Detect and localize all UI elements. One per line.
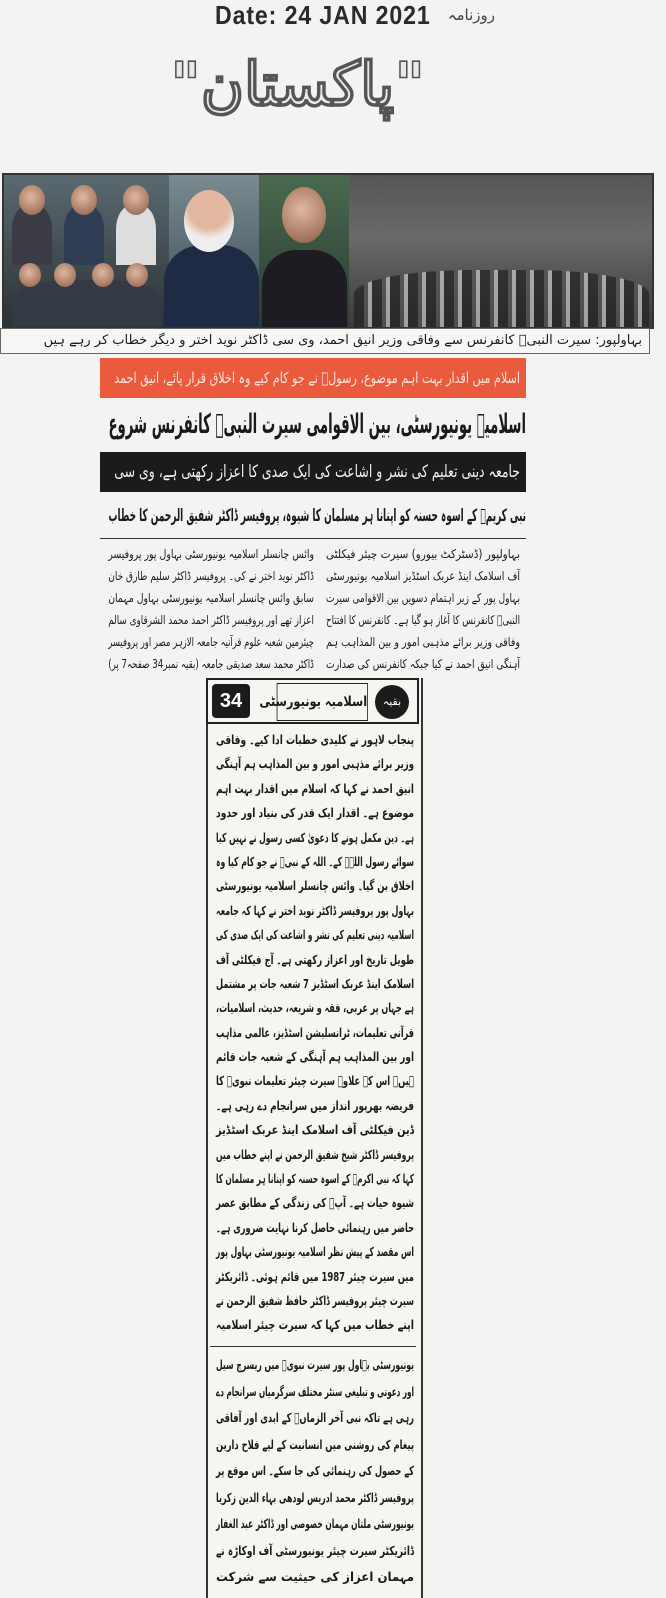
text-line: ڈائریکٹر سیرت چیئر یونیورسٹی آف اوکاڑہ نے bbox=[216, 1542, 414, 1558]
text-line: یونیورسٹی ملتان مہمان خصوصی اور ڈاکٹر عبد الغفار bbox=[216, 1516, 414, 1531]
article-column-left bbox=[104, 543, 314, 675]
text-line: ہے جہاں پر عربی، فقہ و شریعہ، حدیث، اسلامیات، bbox=[216, 1000, 414, 1016]
red-kicker-text: اسلام میں اقدار بہت اہم موضوع، رسولؐ نے جو کام کیے وہ اخلاق قرار پائے، انیق احمد bbox=[114, 369, 520, 387]
text-line: اسلامک اینڈ عربک اسٹڈیز 7 شعبہ جات پر مشتمل bbox=[216, 975, 414, 991]
main-headline: اسلامیہ یونیورسٹی، بین الاقوامی سیرت النبیؐ کانفرنس شروع bbox=[108, 409, 527, 440]
text-line: وائس چانسلر اسلامیہ یونیورسٹی بہاول پور پروفیسر bbox=[108, 547, 314, 561]
text-line: چیئرمین شعبہ علوم قرآنیہ جامعہ الازہر مصر اور پروفیسر bbox=[108, 635, 314, 649]
text-line: پروفیسر ڈاکٹر شیخ شفیق الرحمن نے اپنے خطاب میں bbox=[216, 1146, 414, 1162]
subheadline: نبی کریمؐ کے اسوہ حسنہ کو اپنانا ہر مسلمان کا شیوہ، پروفیسر ڈاکٹر شفیق الرحمن کا خطاب bbox=[108, 506, 526, 526]
news-photo bbox=[2, 173, 654, 329]
text-line: فریضہ بھرپور انداز میں سرانجام دے رہی ہے۔ bbox=[216, 1097, 414, 1113]
text-line: شیوہ حیات ہے۔ آپؐ کی زندگی کے مطابق عصر bbox=[216, 1195, 414, 1211]
text-line: ہے۔ دین مکمل ہونے کا دعویٰ کسی رسول نے نہیں کیا bbox=[216, 829, 414, 845]
text-line: ہیں۔ اس کے علاوہ سیرت چیئر تعلیمات نبویؐ کا bbox=[216, 1073, 414, 1089]
newspaper-masthead: "پاکستان" bbox=[170, 50, 425, 120]
text-line: آف اسلامک اینڈ عربک اسٹڈیز اسلامیہ یونیورسٹی bbox=[325, 569, 520, 583]
text-line: اور بین المذاہب ہم آہنگی کے شعبہ جات قائم bbox=[216, 1049, 414, 1065]
text-line: اخلاق بن گیا۔ وائس چانسلر اسلامیہ یونیورسٹی bbox=[216, 878, 414, 894]
text-line: سوائے رسول اللہؐ کے۔ اللہ کے نبیؐ نے جو کام کیا وہ bbox=[216, 853, 414, 869]
text-line: یونیورسٹی بہاول پور سیرت نبویؐ میں ریسرچ سیل bbox=[216, 1357, 414, 1372]
continuation-title: اسلامیہ یونیورسٹی bbox=[277, 683, 368, 721]
text-line: کہا کہ نبی اکرمؐ کے اسوہ حسنہ کو اپنانا ہر مسلمان کا bbox=[216, 1171, 414, 1187]
text-line: وزیر برائے مذہبی امور و بین المذاہب ہم آہنگی bbox=[216, 756, 414, 772]
text-line: بہاول پور پروفیسر ڈاکٹر نوید اختر نے کہا کہ جامعہ bbox=[216, 902, 414, 918]
photo-caption: بہاولپور: سیرت النبیؐ کانفرنس سے وفاقی وزیر انیق احمد، وی سی ڈاکٹر نوید اختر و دیگر خطاب کر رہے ہیں bbox=[43, 333, 642, 348]
text-line: پیغام کی روشنی میں انسانیت کے لیے فلاح دارین bbox=[216, 1436, 414, 1452]
text-line: طویل تاریخ اور اعزاز رکھتی ہے۔ آج فیکلٹی آف bbox=[216, 951, 414, 967]
text-line: بہاول پور کے زیر اہتمام دسویں بین الاقوامی سیرت bbox=[325, 591, 520, 605]
continuation-header bbox=[206, 678, 419, 724]
text-line: ڈاکٹر نوید اختر نے کی۔ پروفیسر ڈاکٹر سلیم طارق خان bbox=[108, 569, 314, 583]
text-line: اپنے خطاب میں کہا کہ سیرت چیئر اسلامیہ bbox=[216, 1317, 414, 1333]
text-line: اور دعوتی و تبلیغی سنٹر مختلف سرگرمیاں سرانجام دے bbox=[216, 1383, 414, 1399]
text-line: پروفیسر ڈاکٹر محمد ادریس لودھی بہاء الدین زکریا bbox=[216, 1489, 414, 1505]
article-column-right bbox=[322, 543, 520, 675]
text-line: اعزاز تھے اور پروفیسر ڈاکٹر احمد محمد الشرقاوی سالم bbox=[108, 613, 315, 627]
continuation-text-part2 bbox=[212, 1352, 414, 1591]
text-line: اس مقصد کے پیش نظر اسلامیہ یونیورسٹی بہاول پور bbox=[216, 1244, 414, 1260]
text-line: رہی ہے تاکہ نبی آخر الزماںؐ کے ابدی اور آفاقی bbox=[216, 1410, 414, 1425]
text-line: پنجاب لاہور نے کلیدی خطبات ادا کیے۔ وفاقی bbox=[216, 732, 414, 747]
text-line: اسلامیہ دینی تعلیم کی نشر و اشاعت کی ایک صدی کی bbox=[216, 927, 414, 943]
divider bbox=[210, 1346, 416, 1347]
continuation-number-badge: 34 bbox=[212, 684, 250, 718]
text-line: مہمان اعزاز کی حیثیت سے شرکت bbox=[216, 1569, 414, 1584]
text-line: سیرت چیئر پروفیسر ڈاکٹر حافظ شفیق الرحمن نے bbox=[216, 1292, 414, 1308]
text-line: آہنگی انیق احمد نے کیا جبکہ کانفرنس کی صدارت bbox=[325, 657, 520, 671]
text-line: سابق وائس چانسلر اسلامیہ یونیورسٹی بہاول مہمان bbox=[108, 591, 314, 605]
text-line: میں سیرت چیئر 1987 میں قائم ہوئی۔ ڈائریکٹر bbox=[216, 1268, 414, 1284]
continuation-text-part1 bbox=[212, 728, 414, 1338]
text-line: بہاولپور (ڈسٹرکٹ بیورو) سیرت چیئر فیکلٹی bbox=[325, 547, 520, 561]
baqiya-logo-icon: بقیہ bbox=[375, 685, 409, 719]
text-line: ڈین فیکلٹی آف اسلامک اینڈ عربک اسٹڈیز bbox=[216, 1122, 414, 1138]
text-line: النبیؐ کانفرنس کا آغاز ہو گیا ہے۔ کانفرنس کا افتتاح bbox=[325, 613, 520, 627]
text-line: حاضر میں رہنمائی حاصل کرنا نہایت ضروری ہے۔ bbox=[216, 1219, 414, 1235]
date-stamp: Date: 24 JAN 2021 bbox=[215, 0, 431, 30]
text-line: موضوع ہے۔ اقدار ایک قدر کی بنیاد اور حدود bbox=[216, 805, 414, 821]
black-subheading-text: جامعہ دینی تعلیم کی نشر و اشاعت کی ایک صدی کا اعزاز رکھتی ہے، وی سی bbox=[114, 462, 521, 482]
text-line: کے حصول کی رہنمائی کی جا سکے۔ اس موقع پر bbox=[216, 1463, 414, 1478]
divider bbox=[100, 538, 526, 539]
newspaper-label: روزنامہ bbox=[447, 6, 495, 24]
text-line: ڈاکٹر محمد سعد صدیقی جامعہ (بقیہ نمبر34 صفحہ7 پر) bbox=[108, 657, 314, 671]
text-line: قرآنی تعلیمات، ٹرانسلیشن اسٹڈیز، عالمی مذاہب bbox=[216, 1024, 414, 1040]
text-line: وفاقی وزیر برائے مذہبی امور و بین المذاہب ہم bbox=[325, 635, 520, 649]
text-line: انیق احمد نے کہا کہ اسلام میں اقدار بہت اہم bbox=[216, 780, 414, 796]
